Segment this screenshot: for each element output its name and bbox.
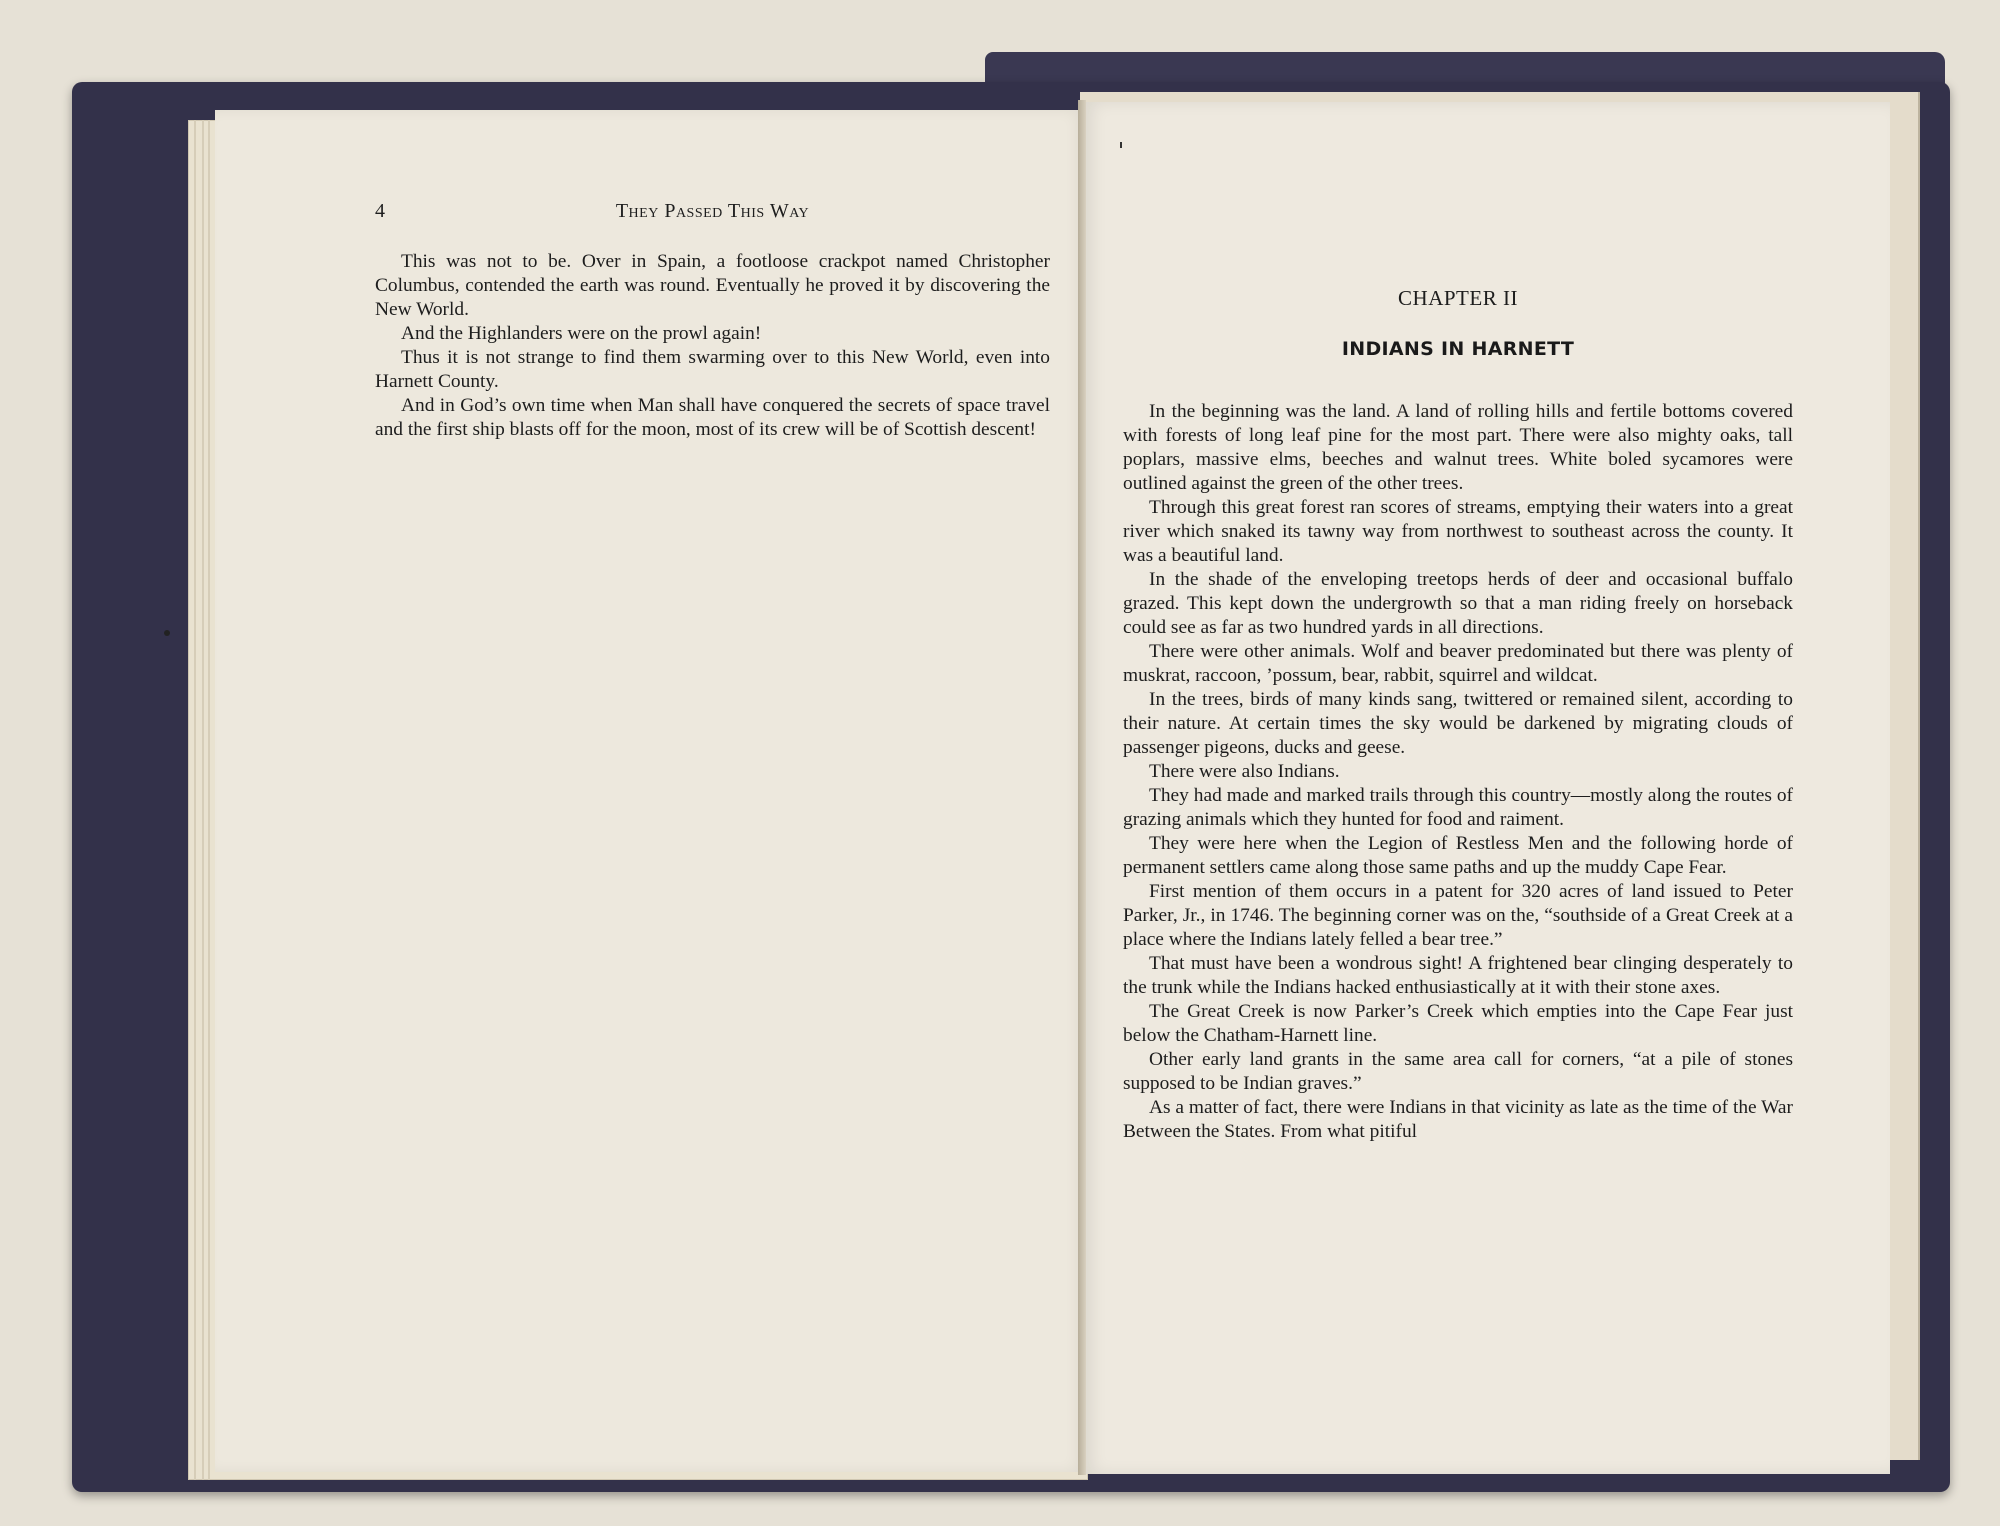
- paragraph: That must have been a wondrous sight! A frightened bear clinging desperately to the trunk while the Indians hacked enthusiastically at it with their stone axes.: [1123, 953, 1793, 998]
- paragraph: They were here when the Legion of Restless Men and the following horde of permanent settlers came along those same paths and up the muddy Cape Fear.: [1123, 833, 1793, 878]
- paragraph: They had made and marked trails through this country—mostly along the routes of grazing animals which they hunted for food and raiment.: [1123, 785, 1793, 830]
- chapter-label: CHAPTER II: [1398, 286, 1518, 310]
- paragraph: In the beginning was the land. A land of rolling hills and fertile bottoms covered with forests of long leaf pine for the most part. There were also mighty oaks, tall poplars, massive elms, beeches and walnut trees. White boled sycamores were outlined against the green of the other trees.: [1123, 401, 1793, 494]
- chapter-title: INDIANS IN HARNETT: [1341, 338, 1575, 360]
- paragraph: First mention of them occurs in a patent for 320 acres of land issued to Peter Parker, Jr., in 1746. The beginning corner was on the, “southside of a Great Creek at a place where the Indians lately felled a bear tree.”: [1123, 881, 1793, 950]
- page-mark: [164, 630, 170, 636]
- paragraph: And in God’s own time when Man shall have conquered the secrets of space travel and the first ship blasts off for the moon, most of its crew will be of Scottish descent!: [375, 395, 1050, 440]
- paragraph: There were other animals. Wolf and beaver predominated but there was plenty of muskrat, raccoon, ’possum, bear, rabbit, squirrel and wildcat.: [1123, 641, 1793, 686]
- paragraph: In the shade of the enveloping treetops herds of deer and occasional buffalo grazed. This kept down the undergrowth so that a man riding freely on horseback could see as far as two hundred yards in all directions.: [1123, 569, 1793, 638]
- page-number: 4: [375, 200, 385, 222]
- running-head-title: They Passed This Way: [615, 200, 810, 222]
- right-page-text: [1123, 400, 1793, 1144]
- left-page-text: [375, 250, 1050, 442]
- book-gutter: [1078, 100, 1086, 1475]
- paragraph: Thus it is not strange to find them swarming over to this New World, even into Harnett County.: [375, 347, 1050, 392]
- paragraph: There were also Indians.: [1149, 761, 1340, 782]
- paragraph: The Great Creek is now Parker’s Creek which empties into the Cape Fear just below the Chatham-Harnett line.: [1123, 1001, 1793, 1046]
- paragraph: This was not to be. Over in Spain, a footloose crackpot named Christopher Columbus, contended the earth was round. Eventually he proved it by discovering the New World.: [375, 251, 1050, 320]
- paragraph: In the trees, birds of many kinds sang, twittered or remained silent, according to their nature. At certain times the sky would be darkened by migrating clouds of passenger pigeons, ducks and geese.: [1123, 689, 1793, 758]
- paragraph: Through this great forest ran scores of streams, emptying their waters into a great river which snaked its tawny way from northwest to southeast across the county. It was a beautiful land.: [1123, 497, 1793, 566]
- left-running-head: [375, 200, 1050, 230]
- paragraph: As a matter of fact, there were Indians in that vicinity as late as the time of the War Between the States. From what pitiful: [1123, 1097, 1793, 1142]
- paragraph: And the Highlanders were on the prowl again!: [401, 323, 762, 344]
- page-mark-tick: [1120, 142, 1122, 148]
- paragraph: Other early land grants in the same area call for corners, “at a pile of stones supposed to be Indian graves.”: [1123, 1049, 1793, 1094]
